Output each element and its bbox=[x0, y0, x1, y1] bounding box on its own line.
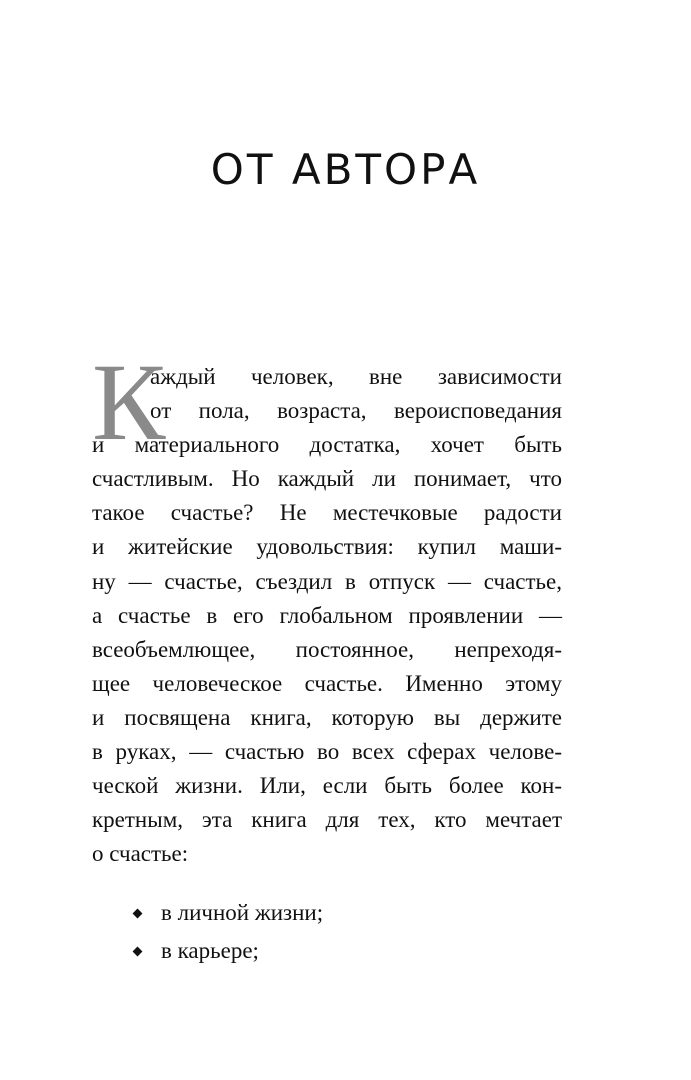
paragraph-line: о счастье: bbox=[92, 841, 189, 867]
paragraph-line: от пола, возраста, вероисповедания bbox=[150, 398, 562, 424]
paragraph-line: такое счастье? Не местечковые радости bbox=[92, 500, 562, 526]
paragraph-line: кретным, эта книга для тех, кто мечтает bbox=[92, 807, 562, 833]
paragraph-line: ческой жизни. Или, если быть более кон- bbox=[92, 773, 562, 799]
list-item bbox=[134, 934, 534, 968]
diamond-bullet-icon bbox=[133, 946, 143, 956]
paragraph-line: и материального достатка, хочет быть bbox=[92, 432, 562, 458]
diamond-bullet-icon bbox=[133, 908, 143, 918]
drop-cap-letter: К bbox=[92, 341, 166, 463]
paragraph-line: и посвящена книга, которую вы держите bbox=[92, 704, 562, 730]
list-item bbox=[134, 896, 534, 930]
body-paragraph bbox=[92, 360, 562, 871]
list-item-text: в личной жизни; bbox=[161, 900, 324, 925]
paragraph-line: ну — счастье, съездил в отпуск — счастье, bbox=[92, 568, 562, 594]
list-item-text: в карьере; bbox=[161, 938, 259, 963]
paragraph-line: аждый человек, вне зависимости bbox=[150, 364, 562, 389]
paragraph-line: счастливым. Но каждый ли понимает, что bbox=[92, 466, 562, 492]
paragraph-line: и житейские удовольствия: купил маши- bbox=[92, 534, 562, 560]
paragraph-line: в руках, — счастью во всех сферах челове- bbox=[92, 739, 562, 765]
bullet-list bbox=[134, 896, 534, 972]
chapter-title: ОТ АВТОРА bbox=[210, 145, 481, 194]
paragraph-line: всеобъемлющее, постоянное, непреходя- bbox=[92, 636, 562, 662]
paragraph-line: щее человеческое счастье. Именно этому bbox=[92, 670, 562, 696]
paragraph-line: а счастье в его глобальном проявлении — bbox=[92, 602, 562, 628]
